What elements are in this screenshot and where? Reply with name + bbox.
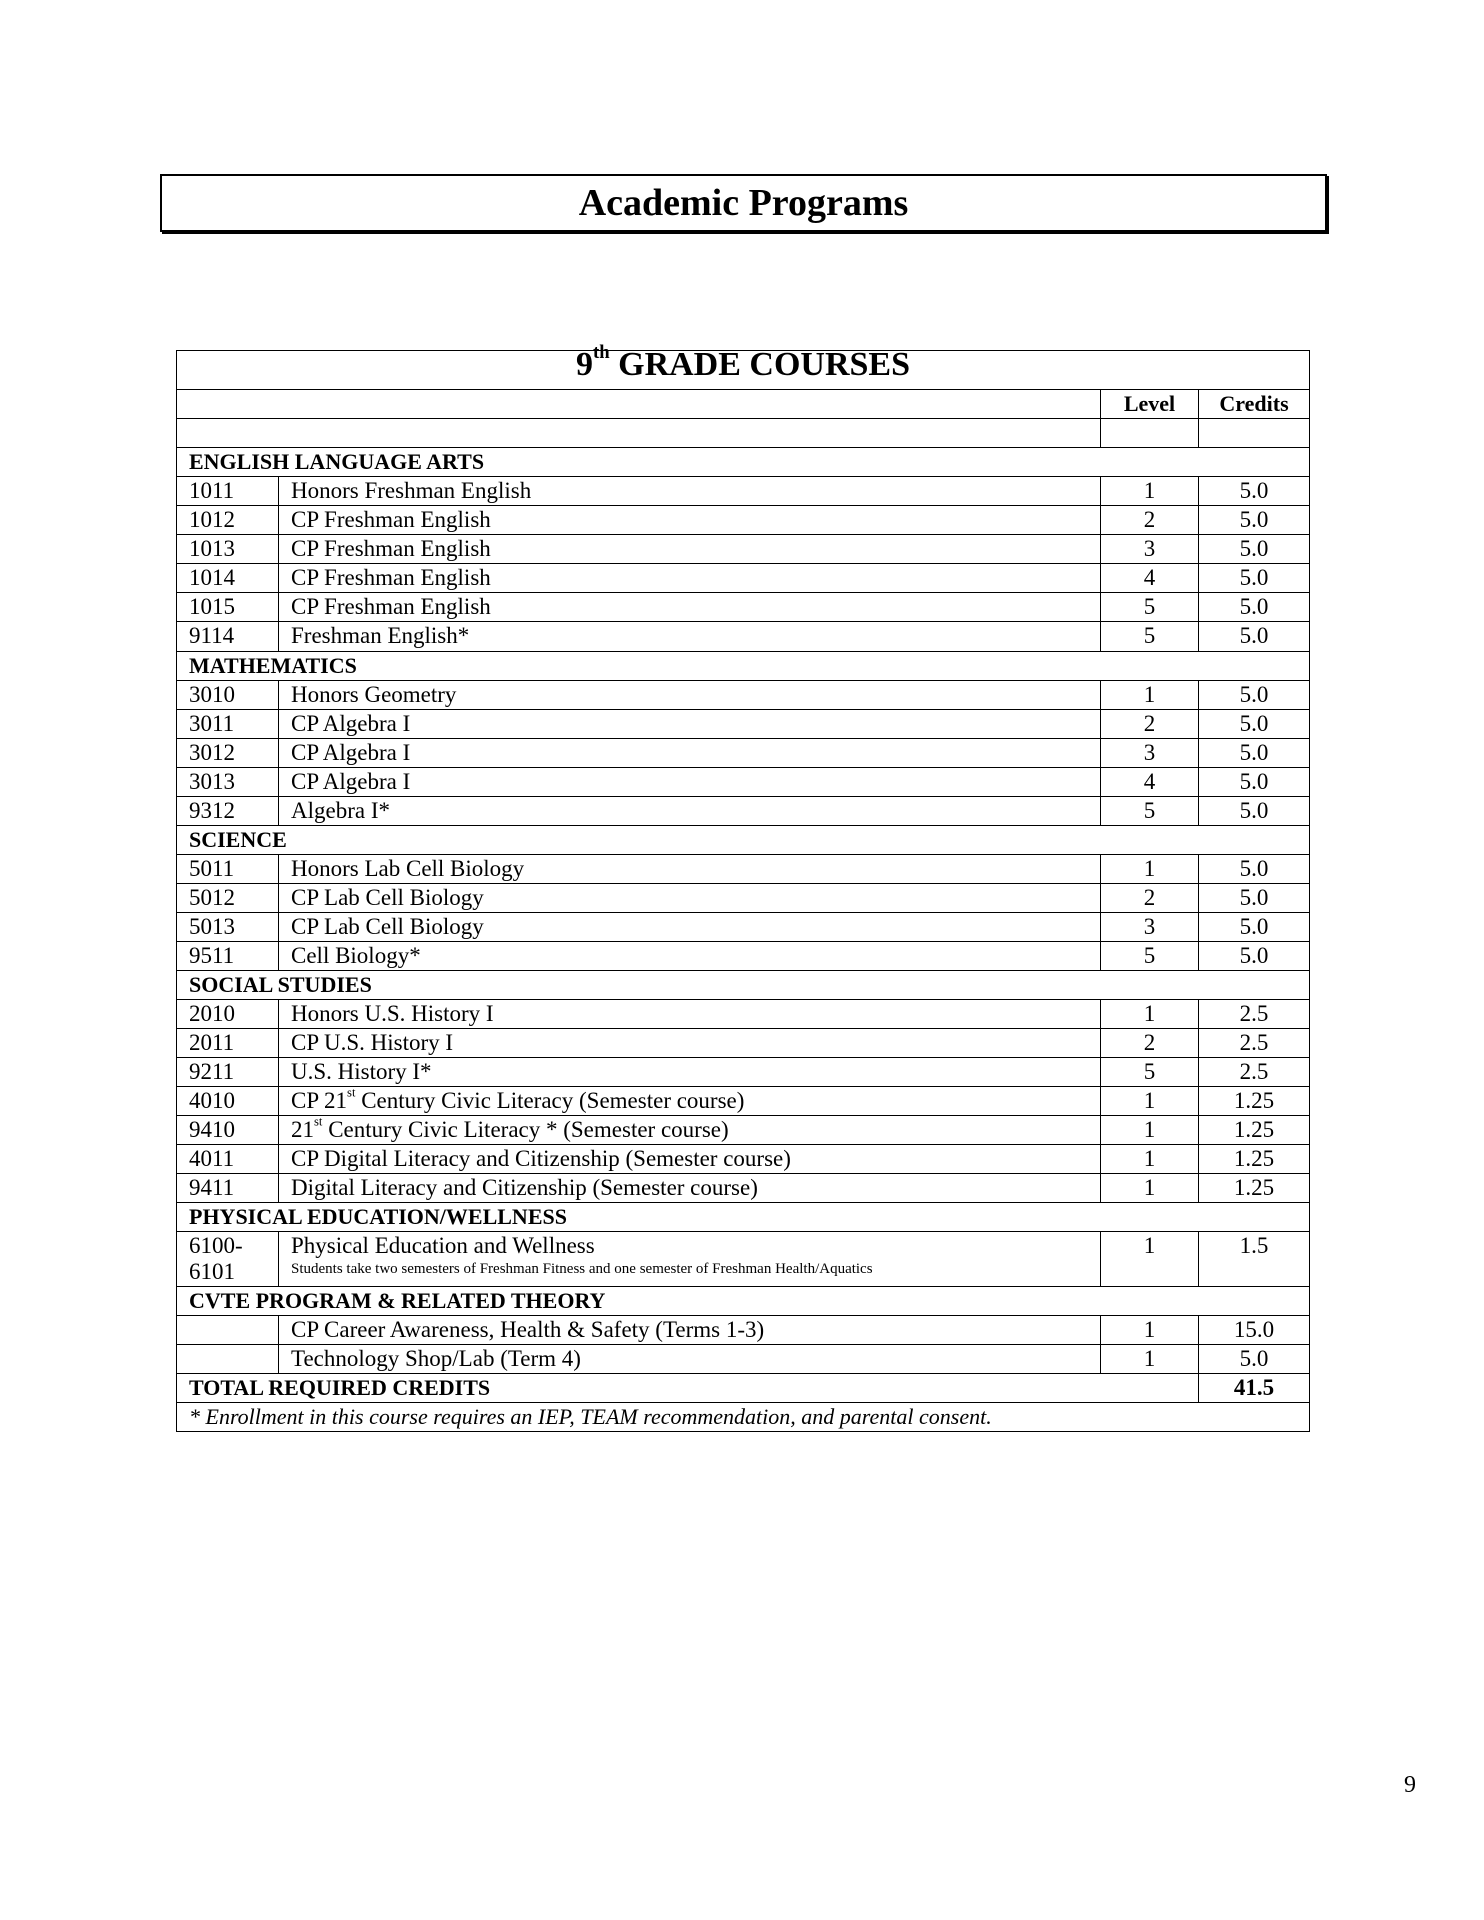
column-header-level: Level [1101, 390, 1199, 419]
section-english: ENGLISH LANGUAGE ARTS [177, 448, 1310, 477]
course-credits: 1.25 [1199, 1116, 1310, 1145]
course-level: 1 [1101, 855, 1199, 884]
course-name: Honors Freshman English [279, 477, 1101, 506]
course-credits: 1.25 [1199, 1145, 1310, 1174]
course-level: 5 [1101, 942, 1199, 971]
section-social-studies: SOCIAL STUDIES [177, 971, 1310, 1000]
course-code: 5012 [177, 884, 279, 913]
table-row [177, 913, 1310, 942]
course-credits: 5.0 [1199, 535, 1310, 564]
table-row [177, 1174, 1310, 1203]
course-credits: 1.25 [1199, 1174, 1310, 1203]
course-credits: 2.5 [1199, 1058, 1310, 1087]
course-name: CP Algebra I [279, 768, 1101, 797]
course-level: 5 [1101, 797, 1199, 826]
table-row [177, 1232, 1310, 1287]
course-credits: 5.0 [1199, 884, 1310, 913]
course-level: 1 [1101, 1116, 1199, 1145]
course-level: 5 [1101, 1058, 1199, 1087]
course-credits: 5.0 [1199, 1345, 1310, 1374]
course-credits: 5.0 [1199, 506, 1310, 535]
course-level: 2 [1101, 710, 1199, 739]
course-code: 9114 [177, 622, 279, 652]
section-cvte: CVTE PROGRAM & RELATED THEORY [177, 1287, 1310, 1316]
total-value: 41.5 [1199, 1374, 1310, 1403]
table-row [177, 1116, 1310, 1145]
table-row [177, 681, 1310, 710]
course-code: 3010 [177, 681, 279, 710]
table-row [177, 622, 1310, 652]
course-name: Algebra I* [279, 797, 1101, 826]
course-name: CP 21st Century Civic Literacy (Semester course) [279, 1087, 1101, 1116]
course-name: CP Freshman English [279, 564, 1101, 593]
course-name: Honors Geometry [279, 681, 1101, 710]
course-credits: 5.0 [1199, 942, 1310, 971]
course-name: CP U.S. History I [279, 1029, 1101, 1058]
course-credits: 5.0 [1199, 855, 1310, 884]
course-code: 1012 [177, 506, 279, 535]
course-code: 1014 [177, 564, 279, 593]
section-science: SCIENCE [177, 826, 1310, 855]
table-row [177, 1345, 1310, 1374]
course-code: 3012 [177, 739, 279, 768]
course-credits: 5.0 [1199, 564, 1310, 593]
course-name: CP Digital Literacy and Citizenship (Semester course) [279, 1145, 1101, 1174]
course-name: U.S. History I* [279, 1058, 1101, 1087]
course-credits: 5.0 [1199, 797, 1310, 826]
course-credits: 5.0 [1199, 477, 1310, 506]
course-level: 1 [1101, 1174, 1199, 1203]
table-row [177, 855, 1310, 884]
course-level: 1 [1101, 1000, 1199, 1029]
table-row [177, 564, 1310, 593]
table-row [177, 942, 1310, 971]
course-name: Cell Biology* [279, 942, 1101, 971]
table-row [177, 884, 1310, 913]
table-row [177, 1058, 1310, 1087]
course-name: CP Freshman English [279, 535, 1101, 564]
course-note: Students take two semesters of Freshman Fitness and one semester of Freshman Health/Aquatics [291, 1261, 873, 1277]
course-level: 5 [1101, 593, 1199, 622]
table-row [177, 1000, 1310, 1029]
course-name: CP Career Awareness, Health & Safety (Terms 1-3) [279, 1316, 1101, 1345]
course-level: 2 [1101, 506, 1199, 535]
course-code: 9211 [177, 1058, 279, 1087]
course-level: 5 [1101, 622, 1199, 652]
course-level: 3 [1101, 535, 1199, 564]
course-level: 1 [1101, 1345, 1199, 1374]
total-row [177, 1374, 1310, 1403]
course-code: 5011 [177, 855, 279, 884]
course-code: 2010 [177, 1000, 279, 1029]
table-row [177, 797, 1310, 826]
course-code: 3013 [177, 768, 279, 797]
course-code: 9312 [177, 797, 279, 826]
section-row [177, 448, 1310, 477]
course-code: 1011 [177, 477, 279, 506]
course-level: 1 [1101, 681, 1199, 710]
course-name: Digital Literacy and Citizenship (Semester course) [279, 1174, 1101, 1203]
course-code: 3011 [177, 710, 279, 739]
course-code: 2011 [177, 1029, 279, 1058]
table-row [177, 1029, 1310, 1058]
course-name: CP Freshman English [279, 506, 1101, 535]
course-name: CP Freshman English [279, 593, 1101, 622]
course-code: 4011 [177, 1145, 279, 1174]
footnote-row [177, 1403, 1310, 1432]
table-title-row [177, 351, 1310, 390]
course-level: 2 [1101, 884, 1199, 913]
course-credits: 2.5 [1199, 1000, 1310, 1029]
course-table [176, 342, 1310, 1432]
course-credits: 2.5 [1199, 1029, 1310, 1058]
table-row [177, 768, 1310, 797]
table-row [177, 1145, 1310, 1174]
course-credits: 5.0 [1199, 593, 1310, 622]
course-credits: 5.0 [1199, 768, 1310, 797]
course-level: 2 [1101, 1029, 1199, 1058]
section-row [177, 826, 1310, 855]
table-row [177, 1316, 1310, 1345]
table-row [177, 593, 1310, 622]
section-row [177, 652, 1310, 681]
course-code: 9410 [177, 1116, 279, 1145]
section-row [177, 971, 1310, 1000]
course-code: 1015 [177, 593, 279, 622]
page-number: 9 [1404, 1772, 1416, 1798]
course-name: CP Lab Cell Biology [279, 913, 1101, 942]
table-row [177, 710, 1310, 739]
section-physical-education: PHYSICAL EDUCATION/WELLNESS [177, 1203, 1310, 1232]
page-title: Academic Programs [160, 174, 1327, 232]
course-credits: 5.0 [1199, 710, 1310, 739]
section-row [177, 1203, 1310, 1232]
course-level: 1 [1101, 477, 1199, 506]
course-name: CP Algebra I [279, 739, 1101, 768]
course-level: 1 [1101, 1316, 1199, 1345]
table-title: 9th GRADE COURSES [177, 351, 1310, 390]
table-row [177, 739, 1310, 768]
course-name: Physical Education and Wellness Students take two semesters of Freshman Fitness and one semester of Freshman Health/Aquatics [279, 1232, 1101, 1287]
total-label: TOTAL REQUIRED CREDITS [177, 1374, 1199, 1403]
course-credits: 5.0 [1199, 739, 1310, 768]
course-code: 4010 [177, 1087, 279, 1116]
course-credits: 5.0 [1199, 681, 1310, 710]
course-name: CP Algebra I [279, 710, 1101, 739]
course-name: Technology Shop/Lab (Term 4) [279, 1345, 1101, 1374]
course-level: 4 [1101, 768, 1199, 797]
section-mathematics: MATHEMATICS [177, 652, 1310, 681]
course-credits: 1.25 [1199, 1087, 1310, 1116]
course-level: 3 [1101, 913, 1199, 942]
course-name: Honors Lab Cell Biology [279, 855, 1101, 884]
course-code: 9411 [177, 1174, 279, 1203]
section-row [177, 1287, 1310, 1316]
footnote: * Enrollment in this course requires an IEP, TEAM recommendation, and parental consent. [177, 1403, 1310, 1432]
table-row [177, 477, 1310, 506]
course-credits: 5.0 [1199, 622, 1310, 652]
course-name: Honors U.S. History I [279, 1000, 1101, 1029]
course-name: CP Lab Cell Biology [279, 884, 1101, 913]
course-code: 9511 [177, 942, 279, 971]
course-code: 6100- 6101 [177, 1232, 279, 1287]
table-row [177, 506, 1310, 535]
column-header-row [177, 390, 1310, 419]
course-name: 21st Century Civic Literacy * (Semester course) [279, 1116, 1101, 1145]
column-header-credits: Credits [1199, 390, 1310, 419]
course-credits: 1.5 [1199, 1232, 1310, 1287]
course-level: 1 [1101, 1232, 1199, 1287]
spacer-row [177, 419, 1310, 448]
course-code: 5013 [177, 913, 279, 942]
course-level: 4 [1101, 564, 1199, 593]
course-level: 1 [1101, 1145, 1199, 1174]
course-code [177, 1316, 279, 1345]
course-name: Freshman English* [279, 622, 1101, 652]
course-credits: 15.0 [1199, 1316, 1310, 1345]
course-level: 1 [1101, 1087, 1199, 1116]
course-code: 1013 [177, 535, 279, 564]
course-level: 3 [1101, 739, 1199, 768]
table-row [177, 535, 1310, 564]
course-credits: 5.0 [1199, 913, 1310, 942]
table-row [177, 1087, 1310, 1116]
course-code [177, 1345, 279, 1374]
